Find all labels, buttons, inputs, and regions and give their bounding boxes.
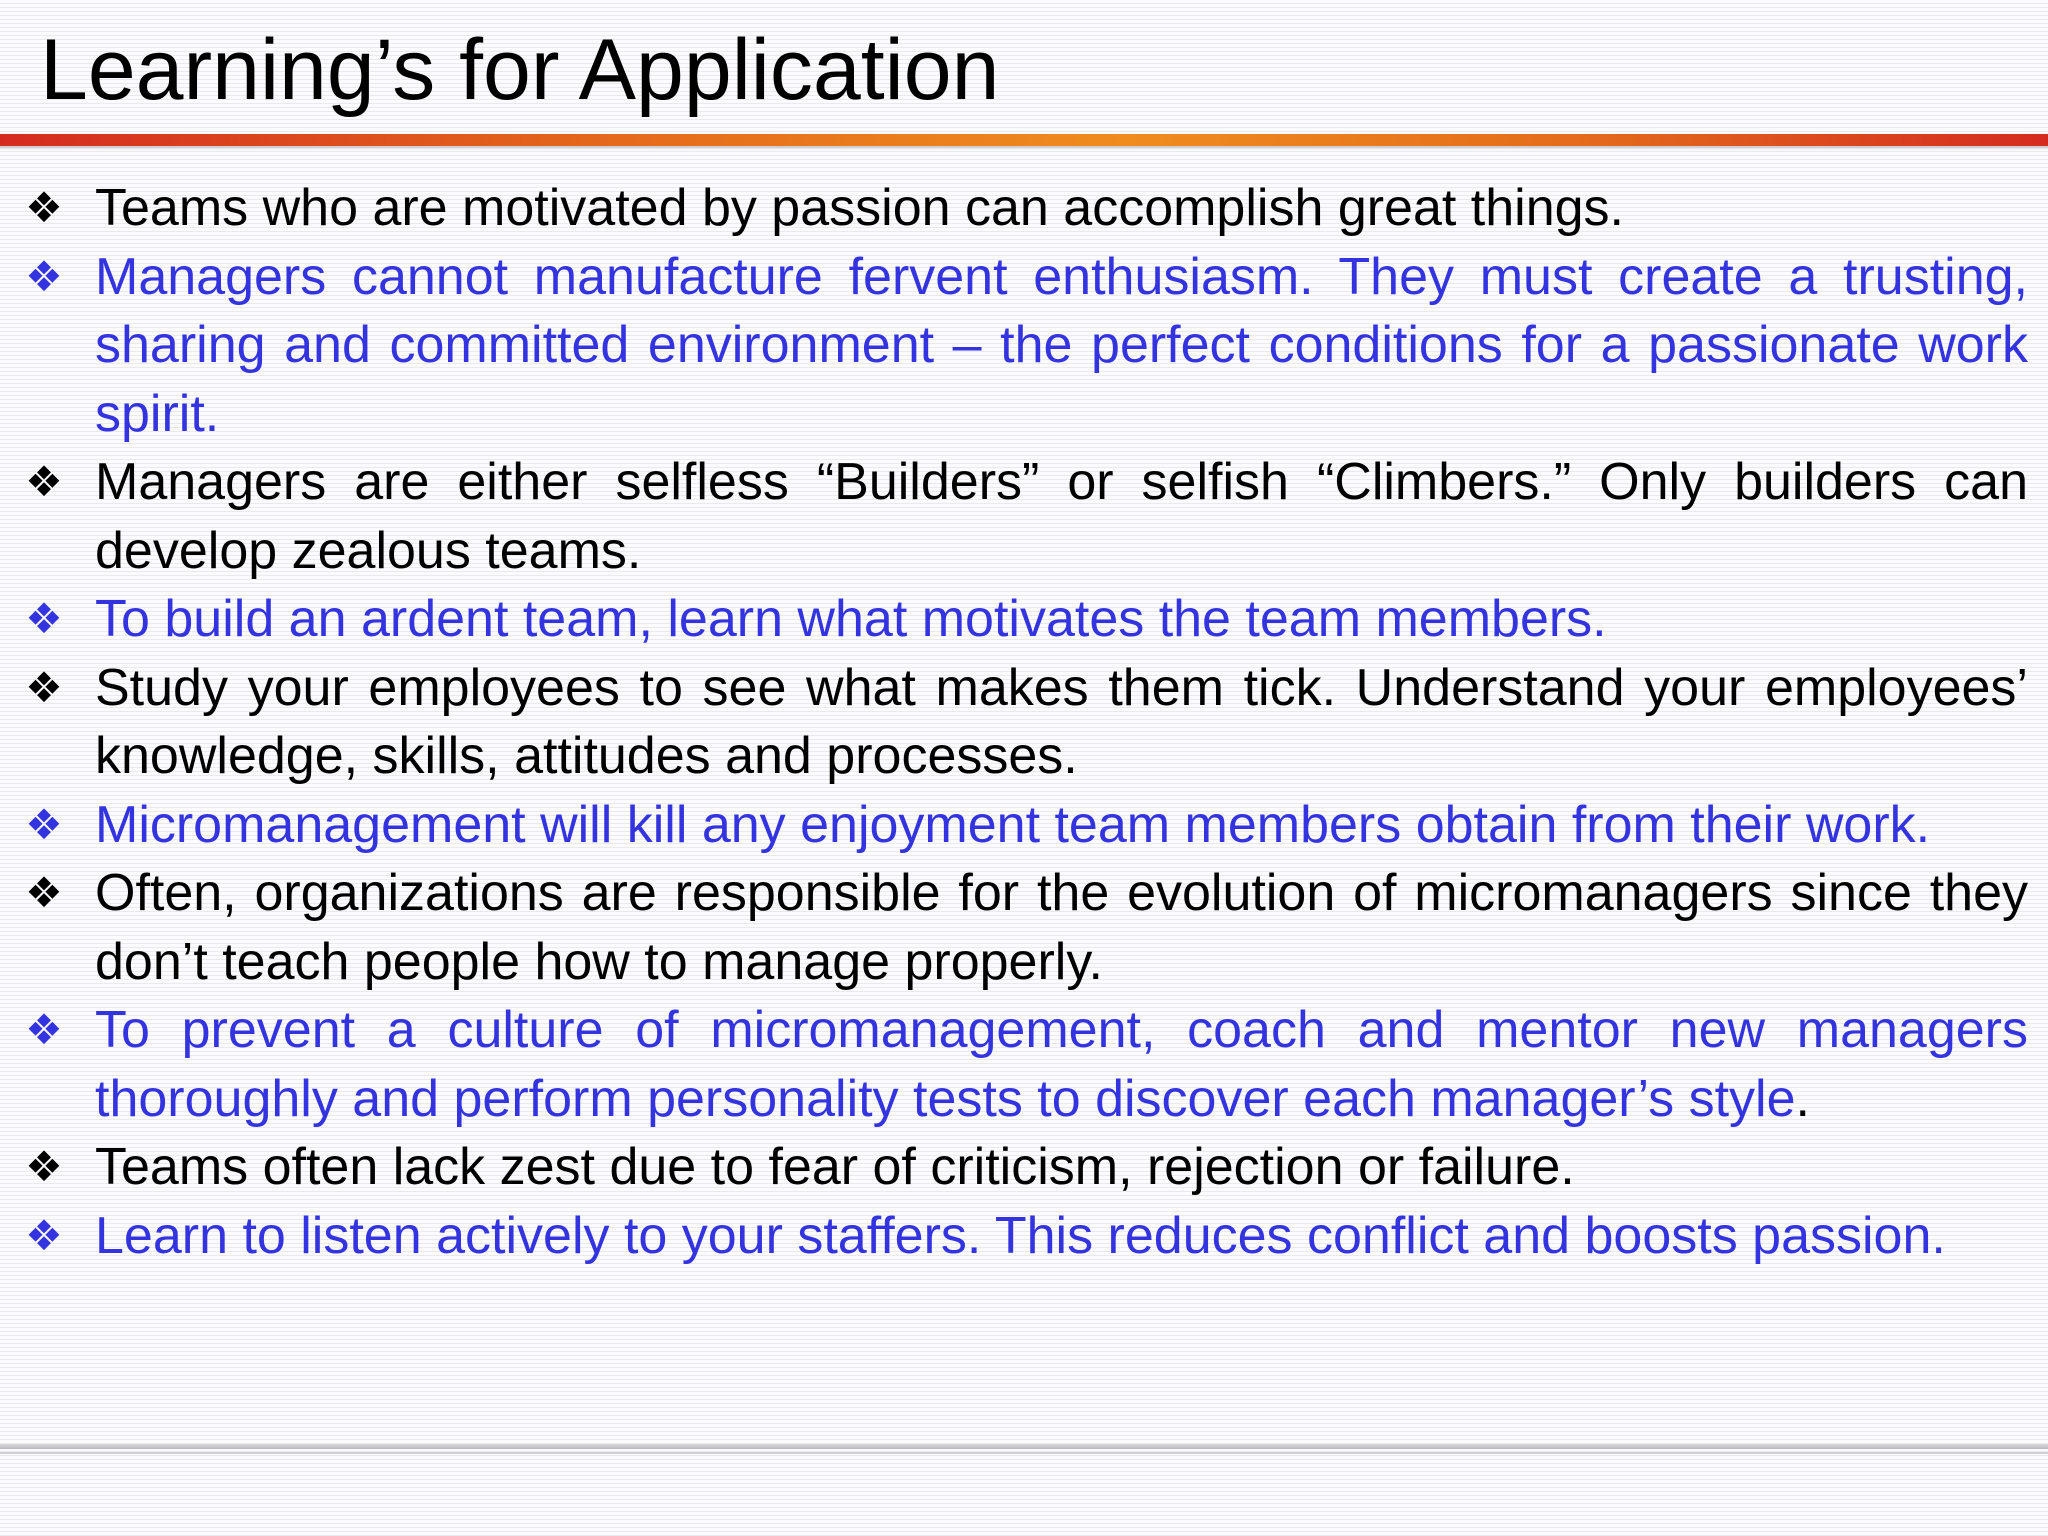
bullet-item [0,654,2048,791]
diamond-bullet-icon: ❖ [25,868,63,917]
bullet-text: Study your employees to see what makes them tick. Understand your employees’ knowledge, skills, attitudes and processes. [95,658,2028,785]
bullet-item [0,1133,2048,1202]
diamond-bullet-icon: ❖ [25,799,63,849]
diamond-bullet-icon: ❖ [25,183,63,232]
diamond-bullet-icon: ❖ [25,251,63,301]
bullet-text: Teams often lack zest due to fear of criticism, rejection or failure. [95,1138,1575,1196]
bullet-item [0,243,2048,449]
bullet-item [0,996,2048,1133]
bullet-text: Managers cannot manufacture fervent enthusiasm. They must create a trusting, sharing and committed environment – the perfect conditions for a passionate work spirit. [95,247,2028,443]
footer-divider-line [0,1452,2048,1454]
bullet-item [0,174,2048,243]
bullet-text: Managers are either selfless “Builders” or selfish “Climbers.” Only builders can develop zealous teams. [95,453,2028,580]
diamond-bullet-icon: ❖ [25,1210,63,1260]
bullet-item [0,791,2048,860]
bullet-item [0,859,2048,996]
bullet-text: Often, organizations are responsible for the evolution of micromanagers since they don’t teach people how to manage properly. [95,864,2028,991]
bullet-item [0,448,2048,585]
diamond-bullet-icon: ❖ [25,594,63,643]
bullet-list [0,174,2048,1270]
bullet-tail: . [1795,1069,1810,1128]
diamond-bullet-icon: ❖ [25,662,63,712]
bullet-text: To prevent a culture of micromanagement, coach and mentor new managers thoroughly and perform personality tests to discover each manager’s style [95,1001,2028,1128]
bullet-item [0,1202,2048,1271]
title-divider-shadow [0,146,2048,150]
bullet-text: Learn to listen actively to your staffers. This reduces conflict and boosts passion. [95,1206,1946,1265]
title-divider [0,134,2048,146]
footer-divider [0,1444,2048,1449]
bullet-item [0,585,2048,654]
diamond-bullet-icon: ❖ [25,1142,63,1191]
slide-title: Learning’s for Application [40,22,1000,118]
diamond-bullet-icon: ❖ [25,457,63,506]
bullet-text: Teams who are motivated by passion can accomplish great things. [95,179,1624,237]
diamond-bullet-icon: ❖ [25,1005,63,1054]
bullet-text: To build an ardent team, learn what motivates the team members. [95,590,1607,648]
bullet-text: Micromanagement will kill any enjoyment team members obtain from their work. [95,795,1931,854]
